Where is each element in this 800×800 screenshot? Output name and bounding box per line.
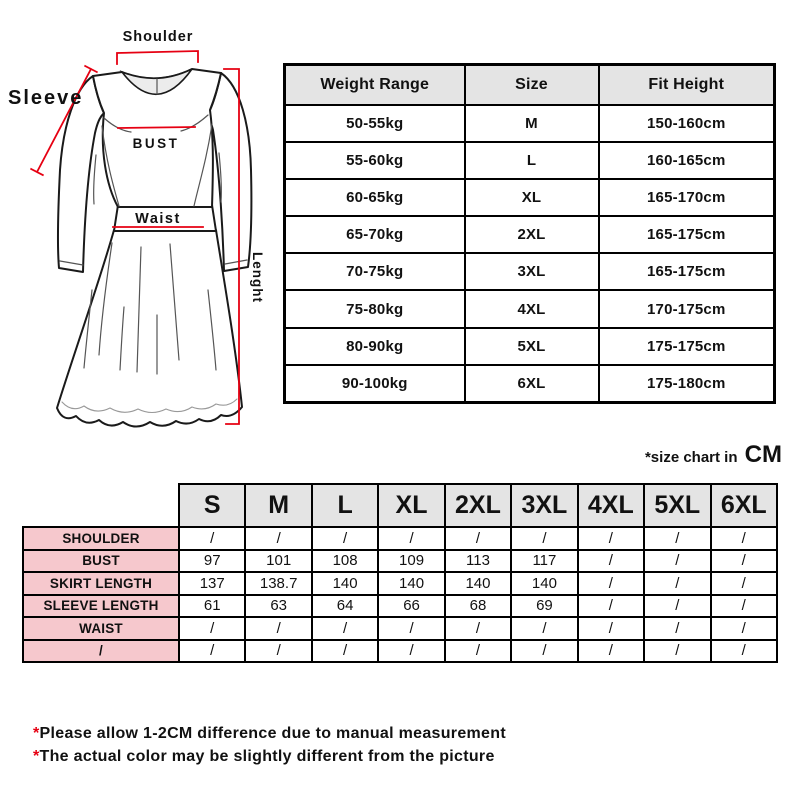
fit-table-row xyxy=(285,216,775,253)
measurement-cell: 63 xyxy=(245,595,311,618)
column-header: S xyxy=(179,484,245,527)
size-cell: 3XL xyxy=(465,253,599,290)
fit-table-row xyxy=(285,105,775,142)
note-text: Please allow 1-2CM difference due to manual measurement xyxy=(39,725,506,742)
height-cell: 175-180cm xyxy=(599,365,775,403)
row-label: / xyxy=(23,640,179,663)
measurement-cell: / xyxy=(179,527,245,550)
measurement-cell: / xyxy=(245,527,311,550)
measurement-cell: 61 xyxy=(179,595,245,618)
note-text: The actual color may be slightly different from the picture xyxy=(39,748,495,765)
measurement-cell: 140 xyxy=(312,572,378,595)
height-cell: 165-170cm xyxy=(599,179,775,216)
shoulder-measure-line xyxy=(117,51,198,64)
measurement-cell: / xyxy=(445,640,511,663)
measurement-cell: 109 xyxy=(378,550,444,573)
measurement-cell: / xyxy=(644,595,710,618)
measurement-cell: / xyxy=(378,527,444,550)
note-line xyxy=(33,745,506,768)
measurement-cell: 137 xyxy=(179,572,245,595)
size-chart-unit-note xyxy=(645,441,782,469)
measurement-cell: / xyxy=(644,550,710,573)
measurement-cell: / xyxy=(578,640,644,663)
weight-fit-table xyxy=(283,63,776,404)
measurement-cell: / xyxy=(312,617,378,640)
column-header: 5XL xyxy=(644,484,710,527)
measurement-cell: / xyxy=(578,595,644,618)
measurement-cell: 117 xyxy=(511,550,577,573)
row-label: SLEEVE LENGTH xyxy=(23,595,179,618)
measurement-cell: / xyxy=(312,527,378,550)
measurement-cell: / xyxy=(378,617,444,640)
size-cell: 5XL xyxy=(465,328,599,365)
height-cell: 150-160cm xyxy=(599,105,775,142)
measurement-cell: 97 xyxy=(179,550,245,573)
measurement-cell: / xyxy=(711,640,778,663)
measurement-cell: 66 xyxy=(378,595,444,618)
measurement-cell: / xyxy=(245,617,311,640)
measurement-cell: / xyxy=(578,550,644,573)
measurement-cell: / xyxy=(578,527,644,550)
fit-table-row xyxy=(285,253,775,290)
column-header: 4XL xyxy=(578,484,644,527)
measurement-cell: / xyxy=(179,640,245,663)
measurement-cell: / xyxy=(511,640,577,663)
weight-cell: 55-60kg xyxy=(285,142,465,179)
weight-cell: 90-100kg xyxy=(285,365,465,403)
measurement-row xyxy=(23,640,777,663)
weight-cell: 60-65kg xyxy=(285,179,465,216)
measurement-cell: / xyxy=(711,617,778,640)
measurement-row xyxy=(23,617,777,640)
measurement-cell: / xyxy=(711,550,778,573)
fit-height-header: Fit Height xyxy=(599,65,775,106)
measurement-cell: 140 xyxy=(511,572,577,595)
size-cell: 2XL xyxy=(465,216,599,253)
measurement-cell: / xyxy=(378,640,444,663)
weight-range-header: Weight Range xyxy=(285,65,465,106)
column-header: XL xyxy=(378,484,444,527)
measurement-cell: / xyxy=(711,572,778,595)
measurement-cell: / xyxy=(644,527,710,550)
size-cell: 6XL xyxy=(465,365,599,403)
weight-cell: 65-70kg xyxy=(285,216,465,253)
measurement-row xyxy=(23,550,777,573)
fit-table-row xyxy=(285,290,775,327)
measurement-cell: / xyxy=(711,527,778,550)
unit-note-cm: CM xyxy=(744,441,782,468)
note-line xyxy=(33,722,506,745)
measurement-cell: 140 xyxy=(445,572,511,595)
bust-measure-line xyxy=(118,127,195,128)
measurement-cell: / xyxy=(644,640,710,663)
size-table-header-row xyxy=(23,484,777,527)
measurement-cell: / xyxy=(578,572,644,595)
skirt-shape xyxy=(57,230,242,427)
weight-cell: 50-55kg xyxy=(285,105,465,142)
row-label: SHOULDER xyxy=(23,527,179,550)
measurement-cell: / xyxy=(179,617,245,640)
measurement-cell: 108 xyxy=(312,550,378,573)
waist-label: Waist xyxy=(135,211,181,227)
column-header: M xyxy=(245,484,311,527)
measurement-cell: / xyxy=(312,640,378,663)
column-header: 6XL xyxy=(711,484,778,527)
size-cell: M xyxy=(465,105,599,142)
fit-table-row xyxy=(285,142,775,179)
measurement-cell: / xyxy=(245,640,311,663)
row-label: BUST xyxy=(23,550,179,573)
measurement-cell: / xyxy=(511,617,577,640)
measurement-cell: / xyxy=(578,617,644,640)
size-cell: XL xyxy=(465,179,599,216)
column-header: 3XL xyxy=(511,484,577,527)
measurement-cell: 101 xyxy=(245,550,311,573)
measurement-row xyxy=(23,572,777,595)
measurement-cell: / xyxy=(445,527,511,550)
measurement-cell: / xyxy=(644,617,710,640)
height-cell: 170-175cm xyxy=(599,290,775,327)
fit-table-header-row xyxy=(285,65,775,106)
height-cell: 160-165cm xyxy=(599,142,775,179)
note-asterisk: * xyxy=(33,725,40,742)
measurement-cell: 64 xyxy=(312,595,378,618)
fit-table-row xyxy=(285,328,775,365)
measurement-notes xyxy=(33,722,506,768)
measurement-cell: 113 xyxy=(445,550,511,573)
measurement-cell: / xyxy=(711,595,778,618)
measurement-cell: 138.7 xyxy=(245,572,311,595)
row-label: WAIST xyxy=(23,617,179,640)
column-header: L xyxy=(312,484,378,527)
bust-label: BUST xyxy=(132,136,180,151)
height-cell: 165-175cm xyxy=(599,216,775,253)
height-cell: 165-175cm xyxy=(599,253,775,290)
weight-cell: 75-80kg xyxy=(285,290,465,327)
dress-diagram xyxy=(0,0,272,440)
corner-blank-cell xyxy=(23,484,179,527)
length-label: Lenght xyxy=(250,252,265,303)
note-asterisk: * xyxy=(33,748,40,765)
measurement-cell: 69 xyxy=(511,595,577,618)
measurement-cell: 68 xyxy=(445,595,511,618)
column-header: 2XL xyxy=(445,484,511,527)
measurement-cell: / xyxy=(445,617,511,640)
fit-table-row xyxy=(285,365,775,403)
size-cell: 4XL xyxy=(465,290,599,327)
measurement-row xyxy=(23,595,777,618)
unit-note-text: *size chart in xyxy=(644,449,742,466)
weight-cell: 80-90kg xyxy=(285,328,465,365)
measurement-row xyxy=(23,527,777,550)
size-cell: L xyxy=(465,142,599,179)
weight-cell: 70-75kg xyxy=(285,253,465,290)
measurement-cell: 140 xyxy=(378,572,444,595)
measurement-cell: / xyxy=(644,572,710,595)
measurement-cell: / xyxy=(511,527,577,550)
height-cell: 175-175cm xyxy=(599,328,775,365)
sleeve-label: Sleeve xyxy=(8,87,84,109)
fit-table-row xyxy=(285,179,775,216)
measurement-table xyxy=(22,483,778,663)
shoulder-label: Shoulder xyxy=(122,29,194,45)
row-label: SKIRT LENGTH xyxy=(23,572,179,595)
size-header: Size xyxy=(465,65,599,106)
